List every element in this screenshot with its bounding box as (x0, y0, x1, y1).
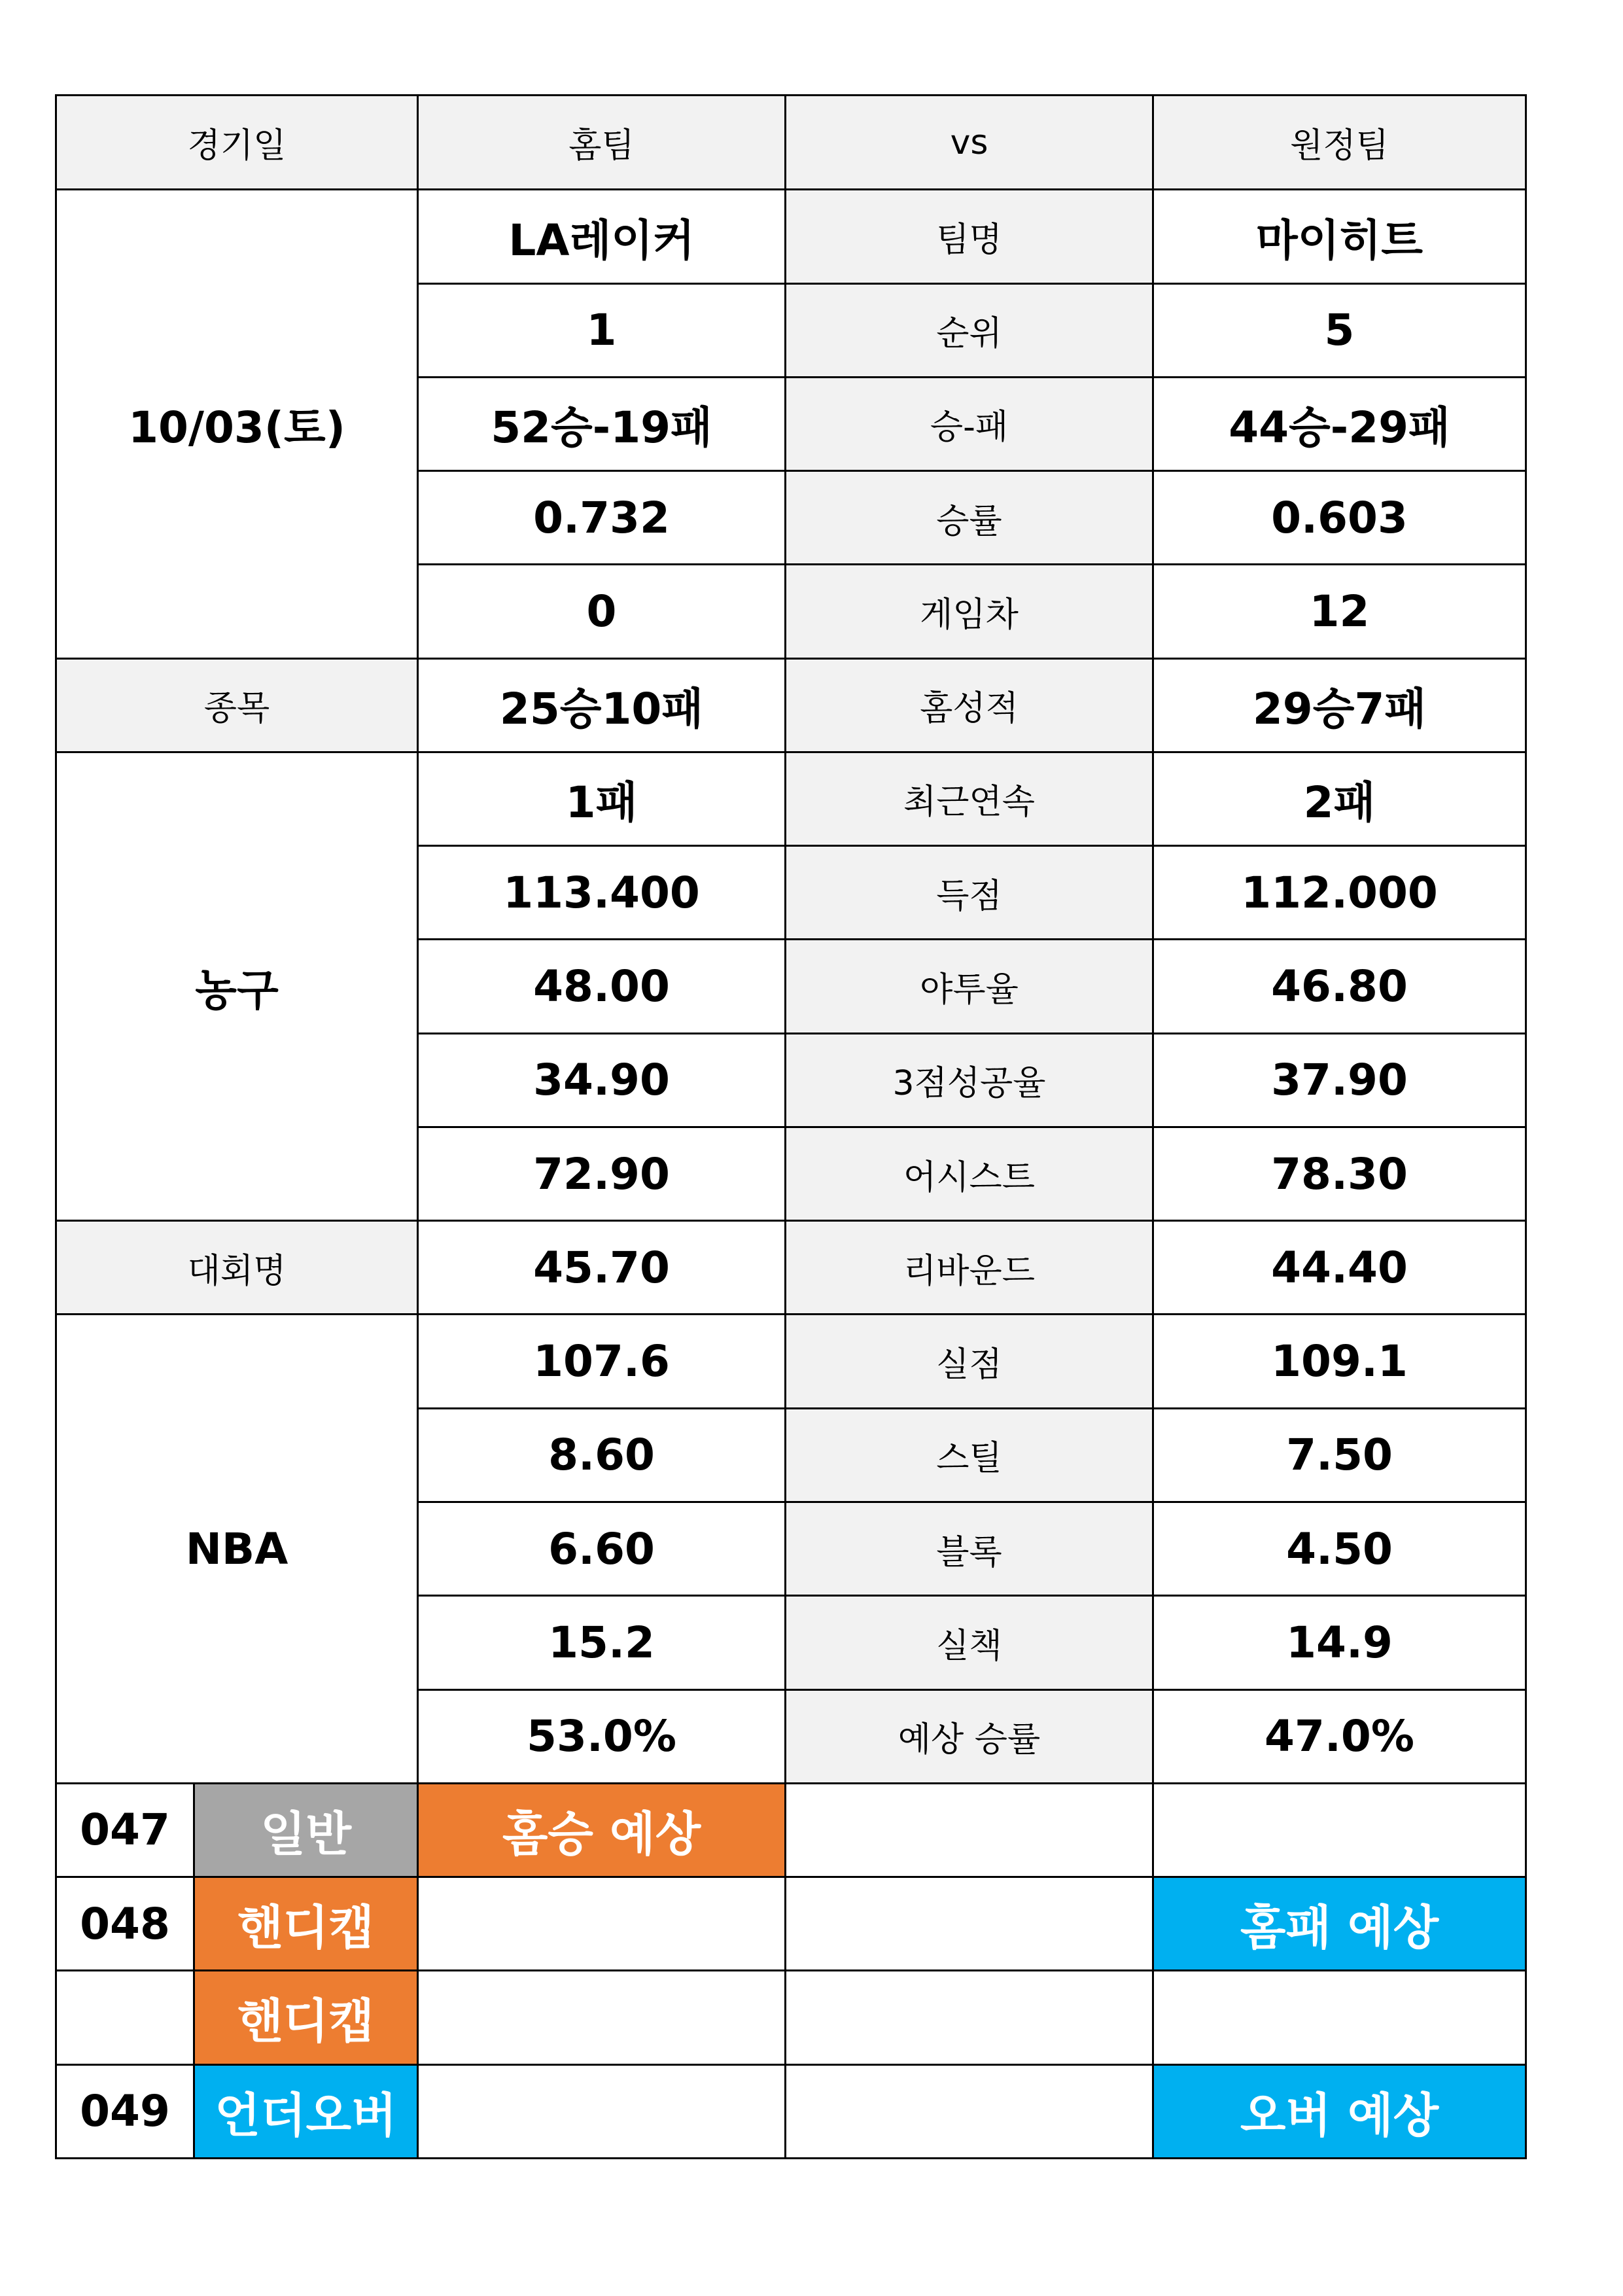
home-team-name: LA레이커 (418, 190, 786, 283)
stat-label: 득점 (786, 846, 1153, 940)
stat-row-points-allowed (56, 1315, 1526, 1408)
stat-label: 실책 (786, 1596, 1153, 1689)
pick-away-prediction: 오버 예상 (1153, 2064, 1526, 2158)
away-value: 0.603 (1153, 471, 1526, 565)
pick-row (56, 1783, 1526, 1877)
away-team-name: 마이히트 (1153, 190, 1526, 283)
away-value: 14.9 (1153, 1596, 1526, 1689)
away-value: 44승-29패 (1153, 377, 1526, 470)
home-value: 0.732 (418, 471, 786, 565)
pick-code (56, 1971, 194, 2064)
pick-row (56, 1971, 1526, 2064)
away-value: 2패 (1153, 752, 1526, 845)
home-value: 6.60 (418, 1502, 786, 1595)
away-value: 12 (1153, 565, 1526, 658)
pick-type-badge: 핸디캡 (194, 1971, 418, 2064)
header-away-label: 원정팀 (1153, 96, 1526, 190)
away-value: 44.40 (1153, 1221, 1526, 1315)
header-date-label: 경기일 (56, 96, 418, 190)
pick-vs-cell (786, 2064, 1153, 2158)
away-value: 5 (1153, 283, 1526, 377)
home-value: 15.2 (418, 1596, 786, 1689)
home-value: 45.70 (418, 1221, 786, 1315)
pick-vs-cell (786, 1783, 1153, 1877)
home-value: 48.00 (418, 940, 786, 1033)
match-analysis-table (55, 94, 1527, 2159)
header-row (56, 96, 1526, 190)
stat-label: 팀명 (786, 190, 1153, 283)
home-value: 52승-19패 (418, 377, 786, 470)
home-value: 113.400 (418, 846, 786, 940)
home-value: 34.90 (418, 1033, 786, 1127)
away-value: 46.80 (1153, 940, 1526, 1033)
league-label: 대회명 (56, 1221, 418, 1315)
pick-vs-cell (786, 1877, 1153, 1971)
pick-type-badge: 언더오버 (194, 2064, 418, 2158)
pick-type-badge: 일반 (194, 1783, 418, 1877)
header-home-label: 홈팀 (418, 96, 786, 190)
header-vs-label: vs (786, 96, 1153, 190)
home-value: 8.60 (418, 1408, 786, 1502)
stat-label: 실점 (786, 1315, 1153, 1408)
stat-row-home-record (56, 658, 1526, 752)
stat-label: 야투율 (786, 940, 1153, 1033)
stat-label: 어시스트 (786, 1127, 1153, 1220)
sport-label: 종목 (56, 658, 418, 752)
stat-row-team-name (56, 190, 1526, 283)
away-value: 109.1 (1153, 1315, 1526, 1408)
stat-row-rebounds (56, 1221, 1526, 1315)
stat-label: 스틸 (786, 1408, 1153, 1502)
stat-label: 3점성공율 (786, 1033, 1153, 1127)
sport-value: 농구 (56, 752, 418, 1220)
away-value: 7.50 (1153, 1408, 1526, 1502)
stat-label: 순위 (786, 283, 1153, 377)
stat-label: 리바운드 (786, 1221, 1153, 1315)
home-value: 0 (418, 565, 786, 658)
stat-label: 예상 승률 (786, 1689, 1153, 1783)
away-value: 4.50 (1153, 1502, 1526, 1595)
stat-label: 게임차 (786, 565, 1153, 658)
pick-code: 047 (56, 1783, 194, 1877)
away-value: 78.30 (1153, 1127, 1526, 1220)
pick-home-prediction (418, 2064, 786, 2158)
pick-home-prediction (418, 1971, 786, 2064)
home-value: 25승10패 (418, 658, 786, 752)
stat-label: 승-패 (786, 377, 1153, 470)
home-value: 1 (418, 283, 786, 377)
stat-row-recent-streak (56, 752, 1526, 845)
home-value: 72.90 (418, 1127, 786, 1220)
pick-away-prediction (1153, 1783, 1526, 1877)
pick-row (56, 1877, 1526, 1971)
stat-label: 홈성적 (786, 658, 1153, 752)
pick-row (56, 2064, 1526, 2158)
pick-home-prediction (418, 1877, 786, 1971)
away-value: 37.90 (1153, 1033, 1526, 1127)
away-value: 112.000 (1153, 846, 1526, 940)
pick-away-prediction: 홈패 예상 (1153, 1877, 1526, 1971)
stat-label: 블록 (786, 1502, 1153, 1595)
pick-code: 049 (56, 2064, 194, 2158)
match-date: 10/03(토) (56, 190, 418, 658)
pick-vs-cell (786, 1971, 1153, 2064)
home-value: 1패 (418, 752, 786, 845)
home-value: 53.0% (418, 1689, 786, 1783)
away-value: 29승7패 (1153, 658, 1526, 752)
stat-label: 승률 (786, 471, 1153, 565)
pick-code: 048 (56, 1877, 194, 1971)
home-value: 107.6 (418, 1315, 786, 1408)
stat-label: 최근연속 (786, 752, 1153, 845)
league-value: NBA (56, 1315, 418, 1783)
pick-home-prediction: 홈승 예상 (418, 1783, 786, 1877)
away-value: 47.0% (1153, 1689, 1526, 1783)
pick-type-badge: 핸디캡 (194, 1877, 418, 1971)
pick-away-prediction (1153, 1971, 1526, 2064)
